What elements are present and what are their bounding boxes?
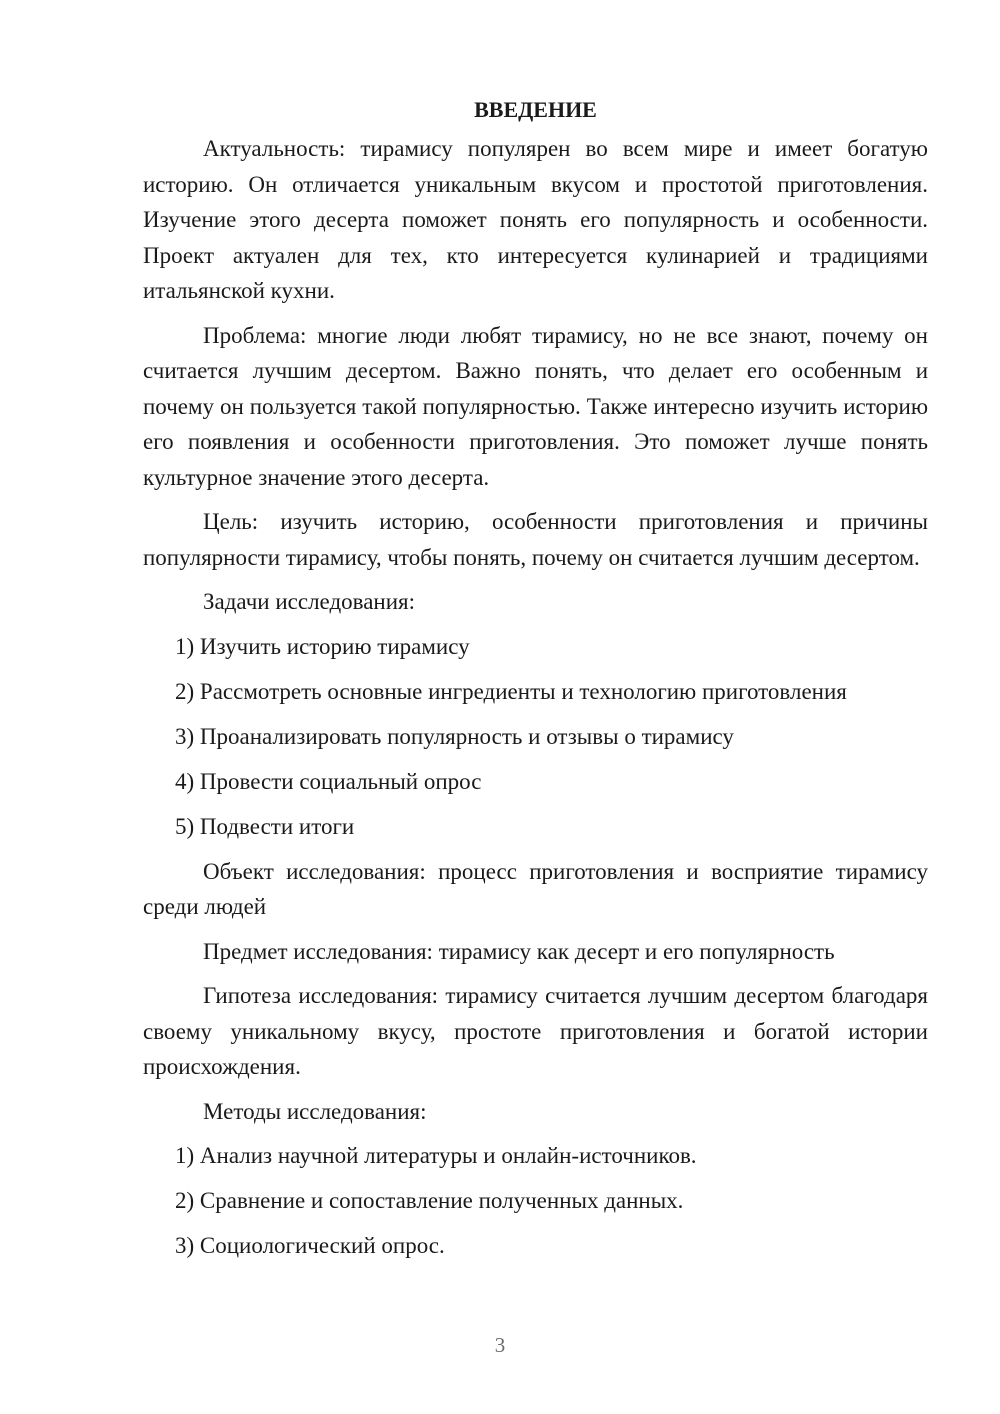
- object-paragraph: Объект исследования: процесс приготовления и восприятие тирамису среди людей: [143, 858, 928, 919]
- method-item: 1) Анализ научной литературы и онлайн-источников.: [175, 1143, 697, 1168]
- page-number: 3: [494, 1333, 506, 1357]
- methods-list: [143, 1138, 928, 1264]
- goal-paragraph: Цель: изучить историю, особенности приготовления и причины популярности тирамису, чтобы понять, почему он считается лучшим десертом.: [143, 509, 928, 570]
- task-item: 3) Проанализировать популярность и отзывы о тирамису: [175, 723, 734, 749]
- relevance-paragraph: Актуальность: тирамису популярен во всем мире и имеет богатую историю. Он отличается уникальным вкусом и простотой приготовления. Изучение этого десерта поможет понять его популярность и особенности. Проект актуален для тех, кто интересуется кулинарией и традициями итальянской кухни.: [143, 136, 928, 303]
- task-item: 2) Рассмотреть основные ингредиенты и технологию приготовления: [175, 678, 847, 704]
- section-heading: ВВЕДЕНИЕ: [474, 97, 597, 122]
- methods-heading: Методы исследования:: [203, 1098, 427, 1124]
- tasks-heading: Задачи исследования:: [203, 589, 416, 614]
- tasks-list: [143, 629, 928, 845]
- task-item: 5) Подвести итоги: [175, 813, 355, 839]
- method-item: 2) Сравнение и сопоставление полученных данных.: [175, 1188, 684, 1213]
- method-item: 3) Социологический опрос.: [175, 1233, 445, 1258]
- page-content: [143, 92, 928, 1273]
- problem-paragraph: Проблема: многие люди любят тирамису, но не все знают, почему он считается лучшим десертом. Важно понять, что делает его особенным и почему он пользуется такой популярностью. Также интересно изучить историю его появления и особенности приготовления. Это поможет лучше понять культурное значение этого десерта.: [143, 322, 928, 490]
- subject-paragraph: Предмет исследования: тирамису как десерт и его популярность: [203, 938, 835, 964]
- task-item: 1) Изучить историю тирамису: [175, 633, 470, 659]
- hypothesis-paragraph: Гипотеза исследования: тирамису считается лучшим десертом благодаря своему уникальному вкусу, простоте приготовления и богатой истории происхождения.: [143, 983, 928, 1079]
- task-item: 4) Провести социальный опрос: [175, 768, 482, 794]
